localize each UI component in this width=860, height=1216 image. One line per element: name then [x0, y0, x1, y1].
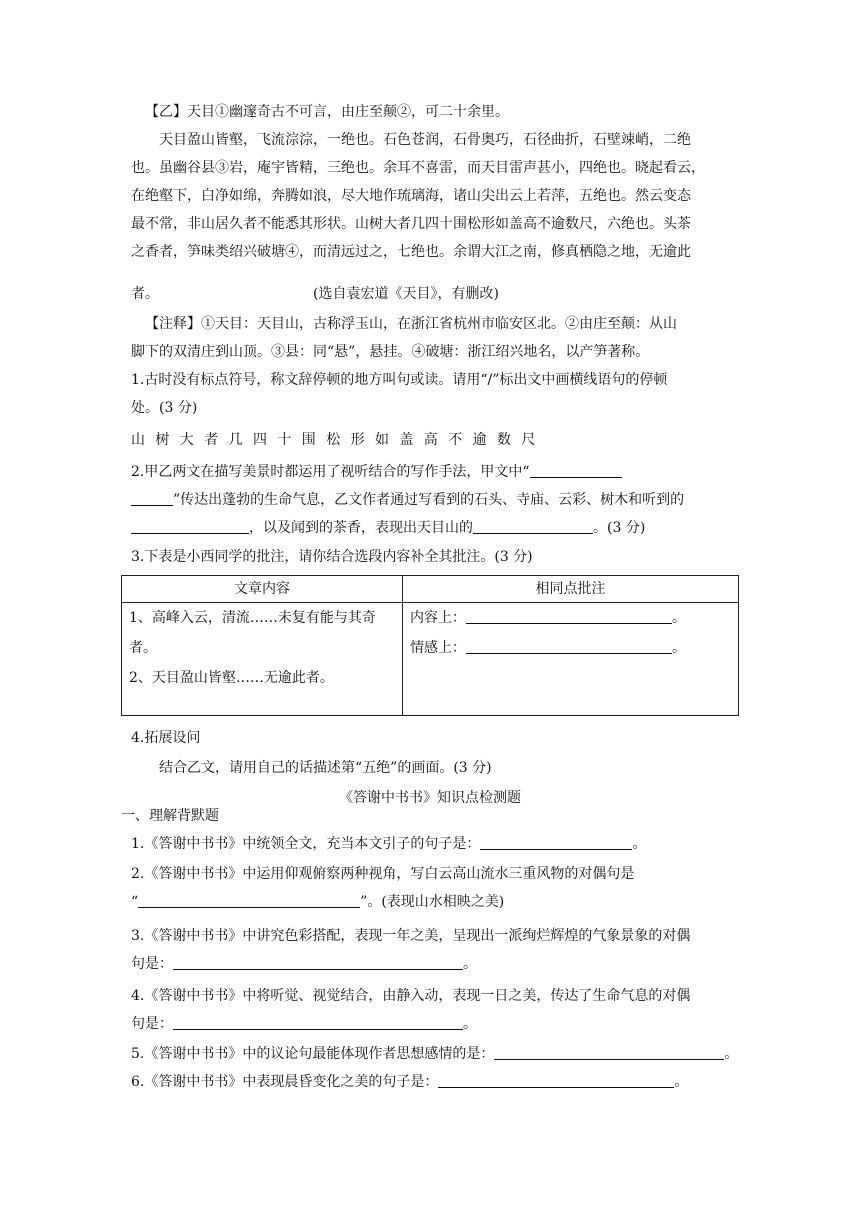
quiz-q4-label: 句是：: [131, 1016, 173, 1032]
quiz-q1: [131, 834, 646, 854]
table-content-row-2: 者。: [129, 640, 157, 656]
passage-b-intro: 【乙】天目①幽邃奇古不可言，由庄至颠②，可二十余里。: [145, 104, 509, 120]
passage-b-line-5: 之香者，笋味类绍兴破塘④，而清远过之，七绝也。余谓大江之南，修真栖隐之地，无逾此: [131, 244, 691, 260]
quiz-q1-end: 。: [632, 836, 647, 852]
table-cell-annotation: [403, 603, 739, 716]
quiz-q2-line-1: 2.《答谢中书书》中运用仰观俯察两种视角，写白云高山流水三重风物的对偶句是: [131, 866, 635, 882]
quiz-q3-line-2: [131, 954, 477, 974]
passage-b-source: (选自袁宏道《天目》，有删改): [313, 286, 499, 302]
quiz-q6: [131, 1072, 688, 1092]
q1-prompt-line-1: 1.古时没有标点符号，称文辞停顿的地方叫句或读。请用“/”标出文中画横线语句的停顿: [131, 372, 668, 388]
passage-b-line-1: 天目盈山皆壑，飞流淙淙，一绝也。石色苍润，石骨奥巧，石径曲折，石壁竦峭，二绝: [159, 132, 691, 148]
quiz-q2-blank[interactable]: [138, 893, 360, 908]
passage-b-line-4: 最不常，非山居久者不能悉其形状。山树大者几四十围松形如盖高不逾数尺，六绝也。头茶: [131, 216, 691, 232]
quiz-q5-blank[interactable]: [494, 1045, 724, 1060]
annotation-content-row: [403, 603, 738, 633]
quiz-q3-blank[interactable]: [173, 955, 463, 970]
passage-b-line-3: 在绝壑下，白净如绵，奔腾如浪，尽大地作琉璃海，诸山尖出云上若萍，五绝也。然云变态: [131, 188, 691, 204]
quiz-q5: [131, 1044, 738, 1064]
q2-text-3: ，以及闻到的茶香，表现出天目山的: [249, 520, 473, 536]
quiz-q4-end: 。: [463, 1016, 477, 1032]
quiz-q2-open: “: [131, 894, 139, 910]
q2-line-1: [131, 462, 622, 482]
q2-answer-blank-1[interactable]: [530, 463, 622, 478]
notes-line-2: 脚下的双清庄到山顶。③县：同“悬”，悬挂。④破塘：浙江绍兴地名，以产笋著称。: [131, 344, 650, 360]
q3-prompt: 3.下表是小西同学的批注，请你结合选段内容补全其批注。(3 分): [131, 549, 533, 565]
q1-prompt-line-2: 处。(3 分): [131, 400, 198, 416]
q2-answer-blank-1b[interactable]: [131, 491, 173, 506]
q4-prompt: 结合乙文，请用自己的话描述第“五绝”的画面。(3 分): [159, 760, 492, 776]
period: 。: [672, 610, 686, 626]
quiz-q3-label: 句是：: [131, 956, 173, 972]
q2-text-2: ”传达出蓬勃的生命气息，乙文作者通过写看到的石头、寺庙、云彩、树木和听到的: [173, 492, 685, 508]
table-header-content: 文章内容: [122, 576, 403, 603]
quiz-q1-blank[interactable]: [480, 835, 632, 850]
passage-b-line-2: 也。虽幽谷县③岩，庵宇皆精，三绝也。余耳不喜雷，而天目雷声甚小，四绝也。晓起看云，: [131, 160, 705, 176]
q2-line-3: [131, 518, 645, 538]
quiz-section-title: 一、理解背默题: [121, 808, 219, 824]
table-content-row-1: 1、高峰入云，清流……未复有能与其奇: [129, 610, 376, 626]
content-label: 内容上：: [410, 610, 466, 626]
quiz-q6-end: 。: [674, 1074, 689, 1090]
table-header-annotation: 相同点批注: [403, 576, 739, 603]
quiz-q1-text: 1.《答谢中书书》中统领全文，充当本文引子的句子是：: [131, 836, 481, 852]
q2-text-1: 2.甲乙两文在描写美景时都运用了视听结合的写作手法，甲文中“: [131, 464, 530, 480]
quiz-q5-end: 。: [724, 1046, 739, 1062]
emotion-label: 情感上：: [410, 640, 466, 656]
quiz-q4-blank[interactable]: [173, 1015, 463, 1030]
quiz-q5-text: 5.《答谢中书书》中的议论句最能体现作者思想感情的是：: [131, 1046, 495, 1062]
content-answer-blank[interactable]: [466, 609, 672, 624]
notes-line-1: 【注释】①天目：天目山，古称浮玉山，在浙江省杭州市临安区北。②由庄至颠：从山: [145, 316, 677, 332]
table-content-row-3: 2、天目盈山皆壑……无逾此者。: [129, 670, 334, 686]
quiz-q2-line-2: [131, 892, 504, 912]
q2-text-4: 。(3 分): [593, 520, 646, 536]
q2-answer-blank-3[interactable]: [473, 519, 593, 534]
quiz-title: 《答谢中书书》知识点检测题: [339, 790, 521, 806]
passage-b-last-line: 者。: [131, 286, 159, 302]
quiz-q4-line-2: [131, 1014, 477, 1034]
q1-sentence[interactable]: 山树大者几四十围松形如盖高不逾数尺: [131, 432, 546, 448]
quiz-q2-close: ”。(表现山水相映之美): [360, 894, 505, 910]
quiz-q3-end: 。: [463, 956, 477, 972]
table-cell-content: [122, 603, 403, 716]
quiz-q6-text: 6.《答谢中书书》中表现晨昏变化之美的句子是：: [131, 1074, 439, 1090]
quiz-q3-line-1: 3.《答谢中书书》中讲究色彩搭配，表现一年之美，呈现出一派绚烂辉煌的气象景象的对偶: [131, 928, 691, 944]
quiz-q6-blank[interactable]: [438, 1073, 674, 1088]
annotation-table: [121, 575, 739, 716]
quiz-q4-line-1: 4.《答谢中书书》中将听觉、视觉结合，由静入动，表现一日之美，传达了生命气息的对偶: [131, 988, 691, 1004]
annotation-emotion-row: [403, 633, 738, 663]
emotion-answer-blank[interactable]: [466, 639, 672, 654]
q2-line-2: [131, 490, 684, 510]
q2-answer-blank-2[interactable]: [131, 519, 249, 534]
q4-title: 4.拓展设问: [131, 730, 201, 746]
period: 。: [672, 640, 686, 656]
